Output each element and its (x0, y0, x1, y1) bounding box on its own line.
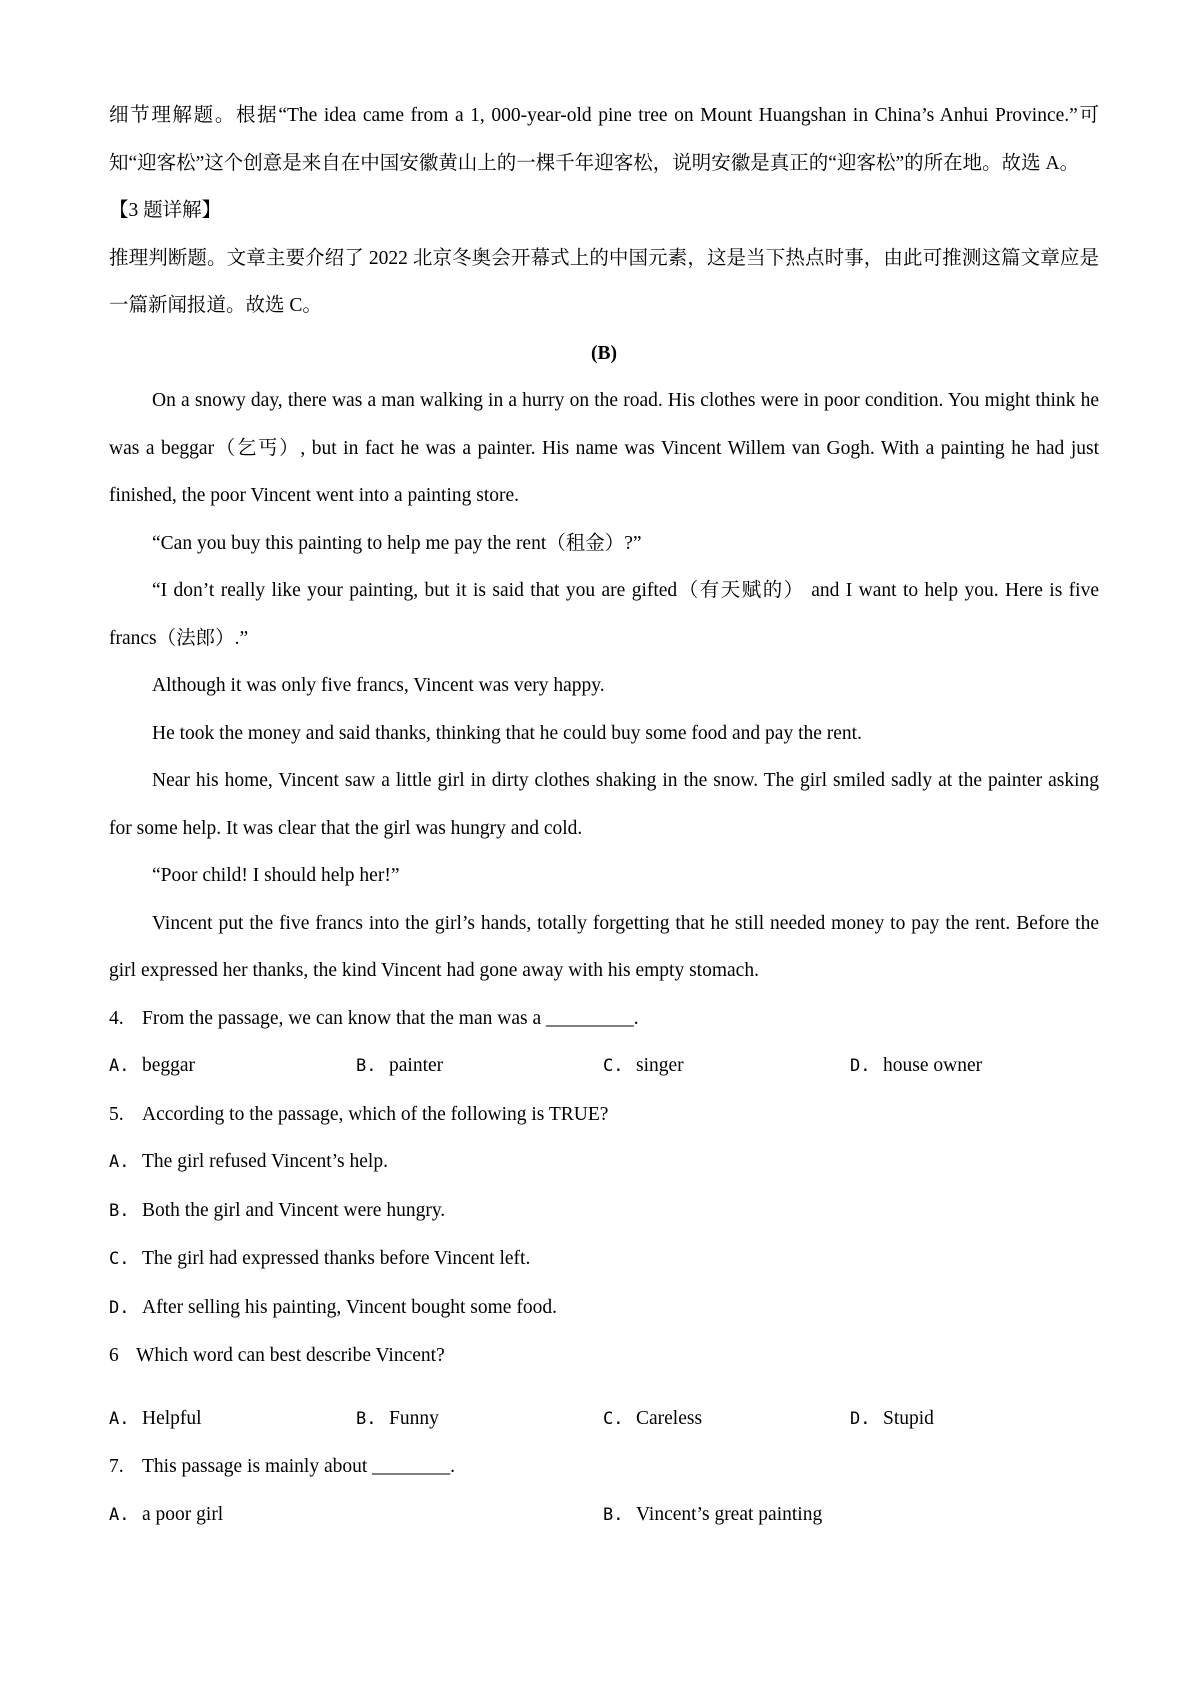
question-5 (109, 1091, 1099, 1139)
question-6-options (109, 1395, 1099, 1444)
option: A. a poor girl (109, 1503, 224, 1525)
option: B. Both the girl and Vincent were hungry. (109, 1199, 446, 1221)
option: B. Vincent’s great painting (603, 1503, 823, 1525)
option: C. singer (603, 1055, 684, 1076)
question-stem: According to the passage, which of the following is TRUE? (142, 1103, 609, 1125)
question-stem: Which word can best describe Vincent? (136, 1345, 445, 1366)
passage-paragraph: “Can you buy this painting to help me pay the rent（租金）?” (152, 532, 642, 554)
question-6 (109, 1332, 1099, 1380)
section-title: (B) (591, 342, 617, 364)
option: A. beggar (109, 1055, 196, 1076)
question-7 (109, 1443, 1099, 1491)
option: B. painter (356, 1055, 444, 1076)
passage-paragraph: Although it was only five francs, Vincent was very happy. (152, 675, 605, 696)
option: A. Helpful (109, 1407, 202, 1429)
passage-paragraph: Near his home, Vincent saw a little girl in dirty clothes shaking in the snow. The girl smiled sadly at the painter asking for some help. It was clear that the girl was hungry and cold. (109, 770, 1099, 839)
question-number: 6 (109, 1345, 119, 1366)
question-stem: From the passage, we can know that the man was a _________. (142, 1007, 639, 1029)
q3-heading: 【3 题详解】 (109, 200, 222, 221)
question-4 (109, 995, 1099, 1043)
passage-paragraph: Vincent put the five francs into the girl’s hands, totally forgetting that he still needed money to pay the rent. Before the girl expressed her thanks, the kind Vincent had gone away with his empty stomach. (109, 912, 1099, 981)
q2-explanation: 细节理解题。根据“The idea came from a 1, 000-year-old pine tree on Mount Huangshan in China’s Anhui Province.”可知“迎客松”这个创意是来自在中国安徽黄山上的一棵千年迎客松，说明安徽是真正的“迎客松”的所在地。故选 A。 (109, 105, 1099, 174)
question-stem: This passage is mainly about ________. (142, 1456, 456, 1477)
question-number: 5. (109, 1103, 124, 1125)
option: D. house owner (850, 1055, 983, 1076)
option: D. After selling his painting, Vincent bought some food. (109, 1296, 557, 1318)
passage-paragraph: “Poor child! I should help her!” (152, 865, 400, 886)
document-page (109, 92, 1099, 1539)
option: C. The girl had expressed thanks before Vincent left. (109, 1248, 531, 1269)
q3-explanation: 推理判断题。文章主要介绍了 2022 北京冬奥会开幕式上的中国元素，这是当下热点时事，由此可推测这篇文章应是一篇新闻报道。故选 C。 (109, 247, 1099, 316)
option: C. Careless (603, 1407, 703, 1429)
question-number: 4. (109, 1007, 124, 1029)
question-7-options (109, 1491, 1099, 1540)
option: B. Funny (356, 1407, 439, 1429)
passage-paragraph: “I don’t really like your painting, but it is said that you are gifted（有天赋的） and I want to help you. Here is five francs（法郎）.” (109, 580, 1099, 649)
option: A. The girl refused Vincent’s help. (109, 1151, 388, 1172)
question-4-options (109, 1042, 1099, 1091)
passage-paragraph: He took the money and said thanks, thinking that he could buy some food and pay the rent. (152, 722, 862, 744)
option: D. Stupid (850, 1407, 934, 1429)
passage-paragraph: On a snowy day, there was a man walking in a hurry on the road. His clothes were in poor condition. You might think he was a beggar（乞丐）, but in fact he was a painter. His name was Vincent Willem van Gogh. With a painting he had just finished, the poor Vincent went into a painting store. (109, 390, 1099, 506)
question-number: 7. (109, 1456, 124, 1477)
